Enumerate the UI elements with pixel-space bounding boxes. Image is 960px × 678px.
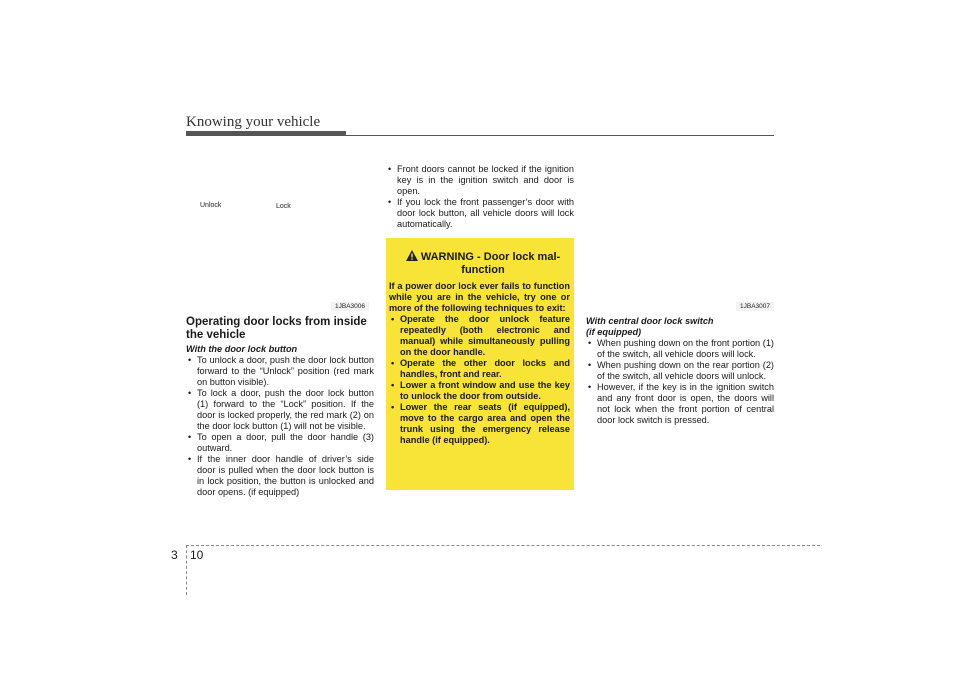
subheading: (if equipped) — [586, 327, 642, 337]
list-item: • When pushing down on the front portion (1) of the switch, all vehicle doors will lock. — [586, 338, 774, 360]
figure-label-lock: Lock — [276, 203, 291, 210]
page-number: 10 — [190, 548, 204, 562]
warning-title — [386, 250, 574, 276]
figure-label-unlock: Unlock — [200, 202, 222, 209]
middle-column — [386, 164, 574, 230]
right-column — [586, 316, 774, 426]
bullet-list — [386, 164, 574, 230]
list-item: • When pushing down on the rear portion (2) of the switch, all vehicle doors will unlock. — [586, 360, 774, 382]
warning-list — [389, 314, 570, 446]
list-item: • To open a door, pull the door handle (3) outward. — [186, 432, 374, 454]
section-title: Knowing your vehicle — [186, 114, 321, 130]
section-heading: Operating door locks from inside the vehicle — [186, 316, 367, 341]
figure-code: 1JBA3006 — [331, 302, 369, 311]
warning-box — [386, 238, 574, 490]
figure-code: 1JBA3007 — [736, 302, 774, 311]
subheading: With central door lock switch — [586, 316, 714, 326]
list-item: • To unlock a door, push the door lock button forward to the “Unlock” position (red mark on button visible). — [186, 355, 374, 388]
list-item: • Operate the other door locks and handles, front and rear. — [389, 358, 570, 380]
footer-divider — [186, 545, 187, 595]
warning-body — [386, 276, 574, 446]
list-item: • Lower a front window and use the key to unlock the door from outside. — [389, 380, 570, 402]
subheading: With the door lock button — [186, 344, 298, 354]
warning-intro: If a power door lock ever fails to function while you are in the vehicle, try one or more of the following techniques to exit: — [389, 281, 570, 313]
footer-rule — [186, 545, 820, 546]
warning-triangle-icon — [406, 250, 418, 264]
warning-title-text: WARNING - Door lock mal-function — [420, 251, 561, 276]
list-item: • However, if the key is in the ignition switch and any front door is open, the doors will not lock when the front portion of central door lock switch is pressed. — [586, 382, 774, 426]
bullet-list — [186, 355, 374, 498]
list-item: • If the inner door handle of driver’s side door is pulled when the door lock button is in lock position, the button is unlocked and door opens. (if equipped) — [186, 454, 374, 498]
header-rule-accent — [186, 131, 346, 136]
list-item: • To lock a door, push the door lock button (1) forward to the “Lock” position. If the door is locked properly, the red mark (2) on the door lock button (1) will not be visible. — [186, 388, 374, 432]
list-item: • If you lock the front passenger’s door with door lock button, all vehicle doors will lock automatically. — [386, 197, 574, 230]
bullet-list — [586, 338, 774, 426]
left-column — [186, 316, 374, 498]
list-item: • Front doors cannot be locked if the ignition key is in the ignition switch and door is open. — [386, 164, 574, 197]
list-item: • Lower the rear seats (if equipped), move to the cargo area and open the trunk using the emergency release handle (if equipped). — [389, 402, 570, 446]
chapter-number: 3 — [171, 548, 178, 562]
list-item: • Operate the door unlock feature repeatedly (both electronic and manual) while simultaneously pulling on the door handle. — [389, 314, 570, 358]
